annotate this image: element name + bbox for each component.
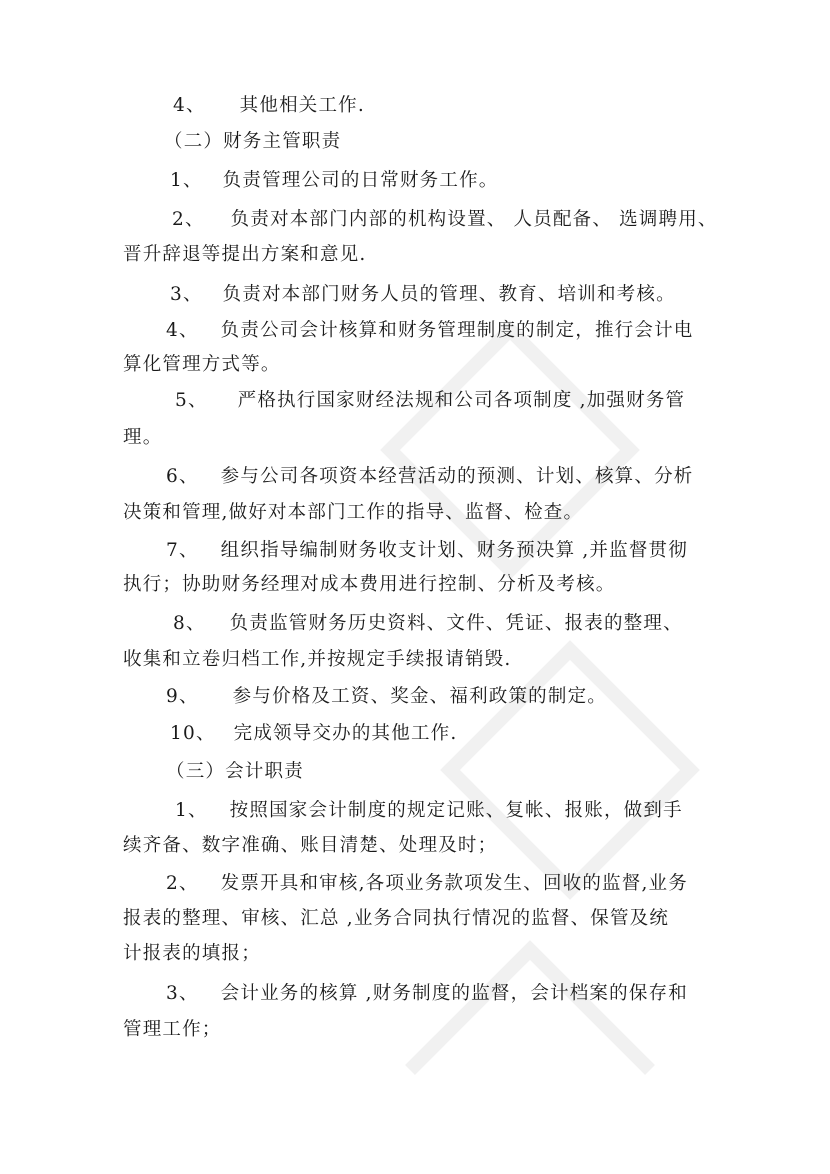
item-text: 执行；协助财务经理对成本费用进行控制、分析及考核。 (123, 574, 616, 595)
item-number: 4、 (173, 95, 206, 116)
item-5-continuation (123, 426, 162, 450)
item-number: 3、 (170, 284, 203, 305)
item-text: 会计业务的核算 ,财务制度的监督，会计档案的保存和 (220, 983, 688, 1004)
item-text: 算化管理方式等。 (123, 354, 281, 375)
item-text: 负责对本部门内部的机构设置、 人员配备、 选调聘用、 (230, 209, 718, 230)
item-number: 1、 (170, 170, 203, 191)
item-text: 计报表的填报； (123, 943, 261, 964)
item-text: 完成领导交办的其他工作. (233, 723, 458, 744)
item-text: 决策和管理,做好对本部门工作的指导、监督、检查。 (123, 502, 584, 523)
item-9-line (166, 685, 607, 709)
item-4-line (173, 94, 365, 118)
item-number: 10、 (170, 723, 216, 744)
item-text: 收集和立卷归档工作,并按规定手续报请销毁. (123, 649, 512, 670)
acc-item-1-continuation (123, 834, 497, 858)
item-text: 其他相关工作. (239, 95, 365, 116)
item-number: 1、 (175, 800, 208, 821)
item-number: 6、 (166, 466, 199, 487)
item-text: 管理工作； (123, 1019, 222, 1040)
item-1-line (170, 169, 498, 193)
item-5-line (175, 389, 685, 413)
acc-item-2-line (166, 872, 688, 896)
acc-item-1-line (175, 799, 683, 823)
item-6-continuation (123, 501, 583, 525)
acc-item-3-continuation (123, 1018, 222, 1042)
item-text: 参与价格及工资、奖金、福利政策的制定。 (232, 686, 607, 707)
item-number: 5、 (175, 390, 208, 411)
item-4b-continuation (123, 353, 281, 377)
item-2-line (172, 208, 718, 232)
item-7-continuation (123, 573, 616, 597)
item-text: 严格执行国家财经法规和公司各项制度 ,加强财务管 (237, 390, 686, 411)
section-heading-finance-supervisor (164, 130, 341, 154)
item-6-line (166, 465, 693, 489)
item-text: 负责监管财务历史资料、文件、凭证、报表的整理、 (229, 613, 683, 634)
item-text: 理。 (123, 427, 163, 448)
item-number: 9、 (166, 686, 199, 707)
item-text: 报表的整理、审核、汇总 ,业务合同执行情况的监督、保管及统 (123, 908, 670, 929)
acc-item-2-continuation (123, 907, 669, 931)
item-8-line (173, 612, 683, 636)
item-7-line (166, 539, 688, 563)
item-text: 组织指导编制财务收支计划、财务预决算 ,并监督贯彻 (220, 540, 688, 561)
item-4b-line (166, 319, 693, 343)
item-number: 4、 (166, 320, 199, 341)
item-number: 2、 (166, 873, 199, 894)
section-heading: （三）会计职责 (166, 761, 304, 782)
item-2-continuation (123, 243, 366, 267)
item-text: 负责管理公司的日常财务工作。 (222, 170, 499, 191)
item-3-line (170, 283, 676, 307)
item-text: 按照国家会计制度的规定记账、复帐、报账，做到手 (229, 800, 683, 821)
item-number: 3、 (166, 983, 199, 1004)
section-heading: （二）财务主管职责 (164, 131, 342, 152)
item-text: 负责对本部门财务人员的管理、教育、培训和考核。 (222, 284, 676, 305)
item-number: 2、 (172, 209, 205, 230)
item-text: 负责公司会计核算和财务管理制度的制定，推行会计电 (220, 320, 694, 341)
acc-item-3-line (166, 982, 688, 1006)
item-text: 续齐备、数字准确、账目清楚、处理及时； (123, 835, 498, 856)
item-number: 8、 (173, 613, 206, 634)
acc-item-2-continuation-2 (123, 942, 261, 966)
item-text: 参与公司各项资本经营活动的预测、计划、核算、分析 (220, 466, 694, 487)
item-10-line (170, 722, 457, 746)
section-heading-accountant (166, 760, 304, 784)
item-8-continuation (123, 648, 511, 672)
item-text: 晋升辞退等提出方案和意见. (123, 244, 367, 265)
item-text: 发票开具和审核,各项业务款项发生、回收的监督,业务 (220, 873, 688, 894)
item-number: 7、 (166, 540, 199, 561)
